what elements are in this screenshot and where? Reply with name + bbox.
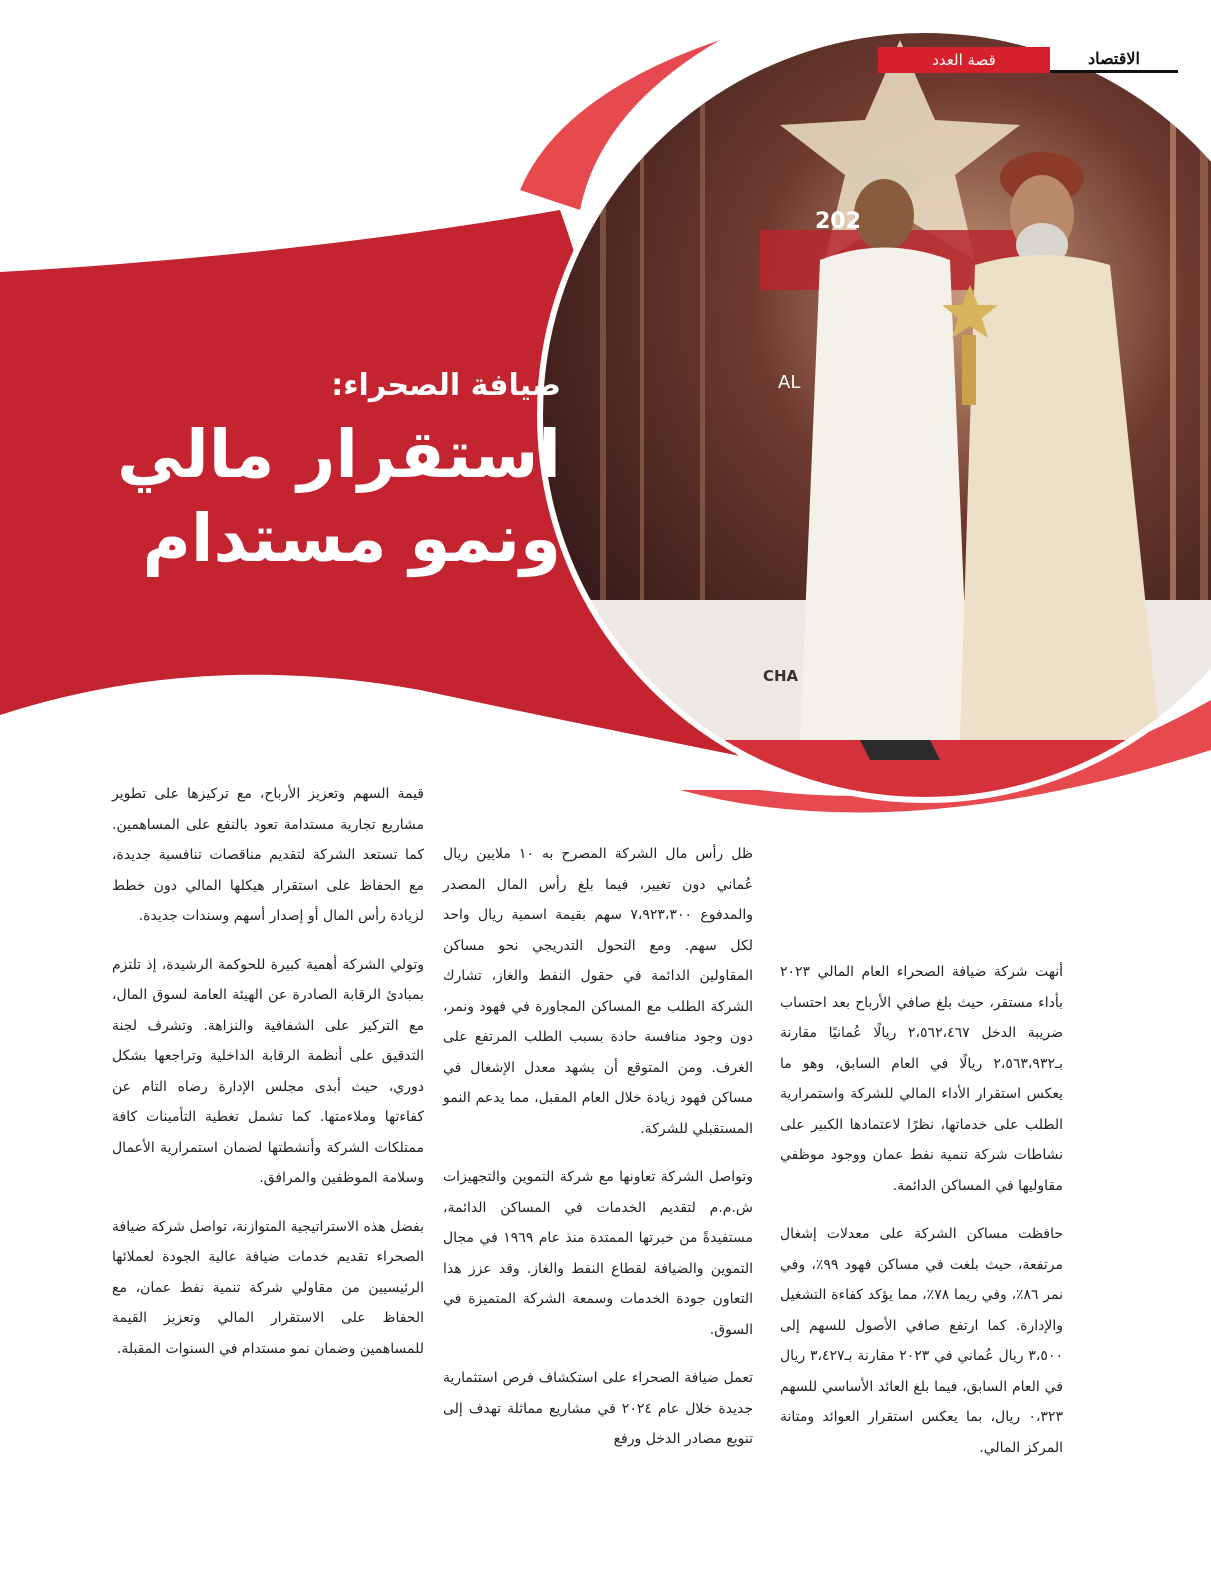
paragraph: أنهت شركة ضيافة الصحراء العام المالي ٢٠٢٣ بأداء مستقر، حيث بلغ صافي الأرباح بعد احتساب ضريبة الدخل ٢،٥٦٢،٤٦٧ ريالًا عُمانيًا مقارنة بـ٢،٥٦٣،٩٣٢ ريالًا في العام السابق، وهو ما يعكس استقرار الأداء المالي للشركة واستمرارية الطلب على خدماتها، نظرًا لاعتمادها الكبير على نشاطات شركة تنمية نفط عمان ووجود موظفي مقاوليها في المساكن الدائمة. <box>780 964 1064 1194</box>
paragraph: بفضل هذه الاستراتيجية المتوازنة، تواصل شركة ضيافة الصحراء تقديم خدمات ضيافة عالية الجودة لعملائها الرئيسيين من مقاولي شركة تنمية نفط عمان، مع الحفاظ على الاستقرار المالي وتعزيز القيمة للمساهمين وضمان نمو مستدام في السنوات المقبلة. <box>112 1218 424 1357</box>
paragraph: حافظت مساكن الشركة على معدلات إشغال مرتفعة، حيث بلغت في مساكن فهود ٩٩٪، وفي نمر ٨٦٪، وفي ريما ٧٨٪، مما يؤكد كفاءة التشغيل والإدارة. كما ارتفع صافي الأصول للسهم إلى ٣،٥٠٠ ريال عُماني في ٢٠٢٣ مقارنة بـ٣،٤٢٧ ريال في العام السابق، فيما بلغ العائد الأساسي للسهم ٠،٣٢٣ ريال، بما يعكس استقرار العوائد ومتانة المركز المالي. <box>780 1226 1063 1456</box>
paragraph: وتواصل الشركة تعاونها مع شركة التموين والتجهيزات ش.م.م لتقديم الخدمات في المساكن الدائمة، مستفيدةً من خبرتها الممتدة منذ عام ١٩٦٩ في مجال التموين والضيافة لقطاع النفط والغاز. وقد عزز هذا التعاون جودة الخدمات وسمعة الشركة المتميزة في السوق. <box>443 1169 753 1338</box>
backdrop-year-text: 202 <box>815 209 861 234</box>
headline-title-line2: ونمو مستدام <box>142 500 561 577</box>
paragraph: ظل رأس مال الشركة المصرح به ١٠ ملايين ريال عُماني دون تغيير، فيما بلغ رأس المال المصدر والمدفوع ٧،٩٢٣،٣٠٠ سهم بقيمة اسمية ريال واحد لكل سهم. ومع التحول التدريجي نحو مساكن المقاولين الدائمة في حقول النفط والغاز، تشارك الشركة الطلب مع المساكن المجاورة في فهود ونمر، دون وجود منافسة حادة بسبب الطلب المرتفع على الغرف. ومن المتوقع أن يشهد معدل الإشغال في مساكن فهود زيادة خلال العام المقبل، مما يدعم النمو المستقبلي للشركة. <box>443 846 753 1137</box>
paragraph: قيمة السهم وتعزيز الأرباح، مع تركيزها على تطوير مشاريع تجارية مستدامة تعود بالنفع على المساهمين. كما تستعد الشركة لتقديم مناقصات تنافسية جديدة، مع الحفاظ على استقرار هيكلها المالي دون خطط لزيادة رأس المال أو إصدار أسهم وسندات جديدة. <box>112 786 424 924</box>
magazine-logo: الاقتصاد <box>1050 47 1178 73</box>
sponsor-text: CHA <box>763 667 799 685</box>
header-tag <box>878 47 1178 73</box>
article-column-right <box>780 957 1063 1481</box>
headline-block <box>117 368 561 581</box>
article-column-middle <box>443 839 753 1473</box>
backdrop-lat-text: AL <box>778 372 801 393</box>
headline-title-line1: استقرار مالي <box>117 416 561 493</box>
section-label: قصة العدد <box>878 47 1050 73</box>
paragraph: تعمل ضيافة الصحراء على استكشاف فرص استثمارية جديدة خلال عام ٢٠٢٤ في مشاريع مماثلة تهدف إلى تنويع مصادر الدخل ورفع <box>443 1370 754 1447</box>
paragraph: وتولي الشركة أهمية كبيرة للحوكمة الرشيدة، إذ تلتزم بمبادئ الرقابة الصادرة عن الهيئة العامة لسوق المال، مع التركيز على الشفافية والنزاهة. وتشرف لجنة التدقيق على أنظمة الرقابة الداخلية وتراجعها بشكل دوري، حيث أبدى مجلس الإدارة رضاه التام عن كفاءتها وملاءمتها. كما تشمل تغطية التأمينات كافة ممتلكات الشركة وأنشطتها لضمان استمرارية الأعمال وسلامة الموظفين والمرافق. <box>112 956 424 1186</box>
article-column-left <box>112 779 424 1382</box>
headline-subtitle: ضيافة الصحراء: <box>331 368 561 403</box>
